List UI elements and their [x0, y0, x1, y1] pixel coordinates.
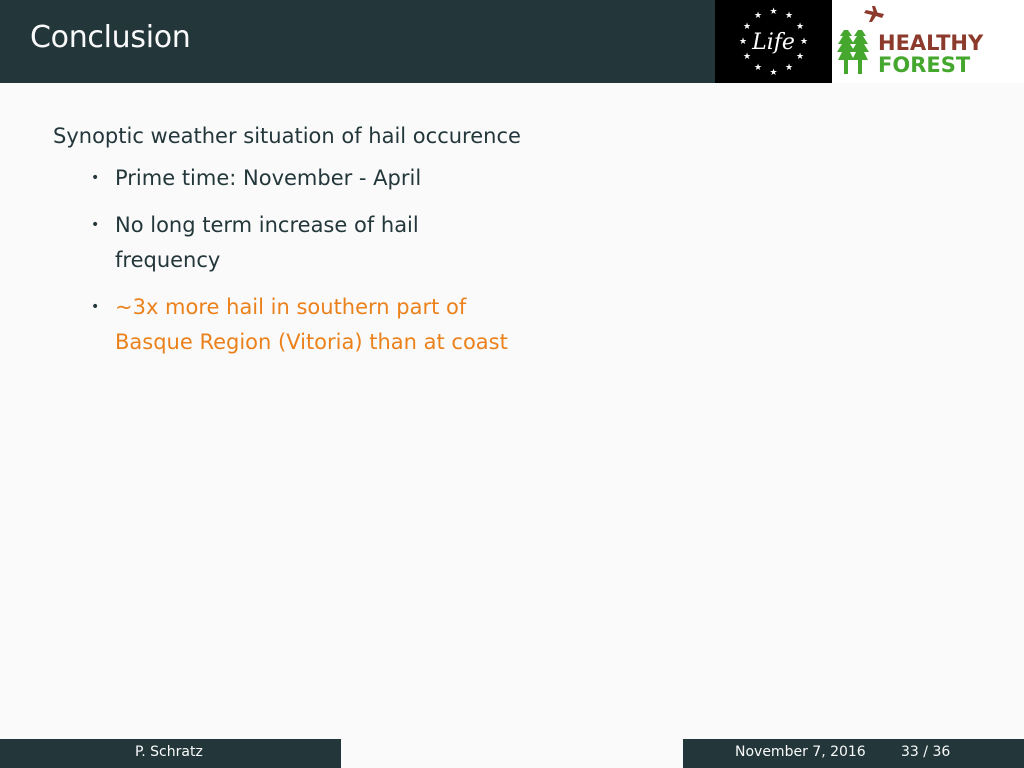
list-item-highlighted	[53, 290, 523, 360]
footer-date: November 7, 2016	[735, 744, 866, 760]
life-logo-text: Life	[752, 30, 795, 55]
svg-text:★: ★	[769, 7, 778, 17]
svg-text:★: ★	[795, 22, 805, 32]
svg-text:★: ★	[784, 11, 794, 21]
svg-text:★: ★	[795, 52, 805, 62]
footer-author-bar	[0, 739, 341, 768]
page-total: 36	[932, 744, 951, 760]
page-number	[901, 744, 950, 760]
footer-author: P. Schratz	[135, 744, 203, 760]
tree-icon	[837, 30, 869, 74]
bullet-list	[53, 161, 523, 360]
list-item-text: Prime time: November - April	[115, 166, 422, 190]
svg-text:★: ★	[753, 11, 763, 21]
list-item	[53, 208, 523, 278]
svg-text:★: ★	[769, 68, 778, 78]
life-logo-graphic	[715, 0, 832, 83]
footer-info-bar	[683, 739, 1024, 768]
svg-text:★: ★	[742, 52, 752, 62]
page-separator: /	[923, 744, 928, 760]
list-item-text: No long term increase of hail frequency	[115, 213, 419, 272]
healthy-forest-line2: FOREST	[878, 53, 971, 77]
list-item	[53, 161, 523, 196]
bullet-icon: •	[91, 170, 100, 186]
block-title: Synoptic weather situation of hail occurence	[53, 124, 521, 148]
frame-header	[0, 0, 1024, 83]
slide-content	[53, 118, 523, 372]
frame-title: Conclusion	[30, 20, 191, 55]
svg-text:★: ★	[738, 37, 748, 47]
healthy-forest-logo	[832, 0, 1024, 83]
svg-text:★: ★	[753, 63, 763, 73]
page-current: 33	[901, 744, 919, 760]
healthy-forest-logo-graphic	[832, 0, 1024, 83]
svg-text:★: ★	[784, 63, 794, 73]
list-item-text: ~3x more hail in southern part of Basque Region (Vitoria) than at coast	[115, 295, 508, 354]
bullet-icon: •	[91, 299, 100, 315]
bullet-icon: •	[91, 217, 100, 233]
plane-icon	[864, 6, 884, 22]
svg-text:★: ★	[799, 37, 809, 47]
svg-text:★: ★	[742, 22, 752, 32]
life-logo	[715, 0, 832, 83]
healthy-forest-line1: HEALTHY	[878, 31, 984, 55]
